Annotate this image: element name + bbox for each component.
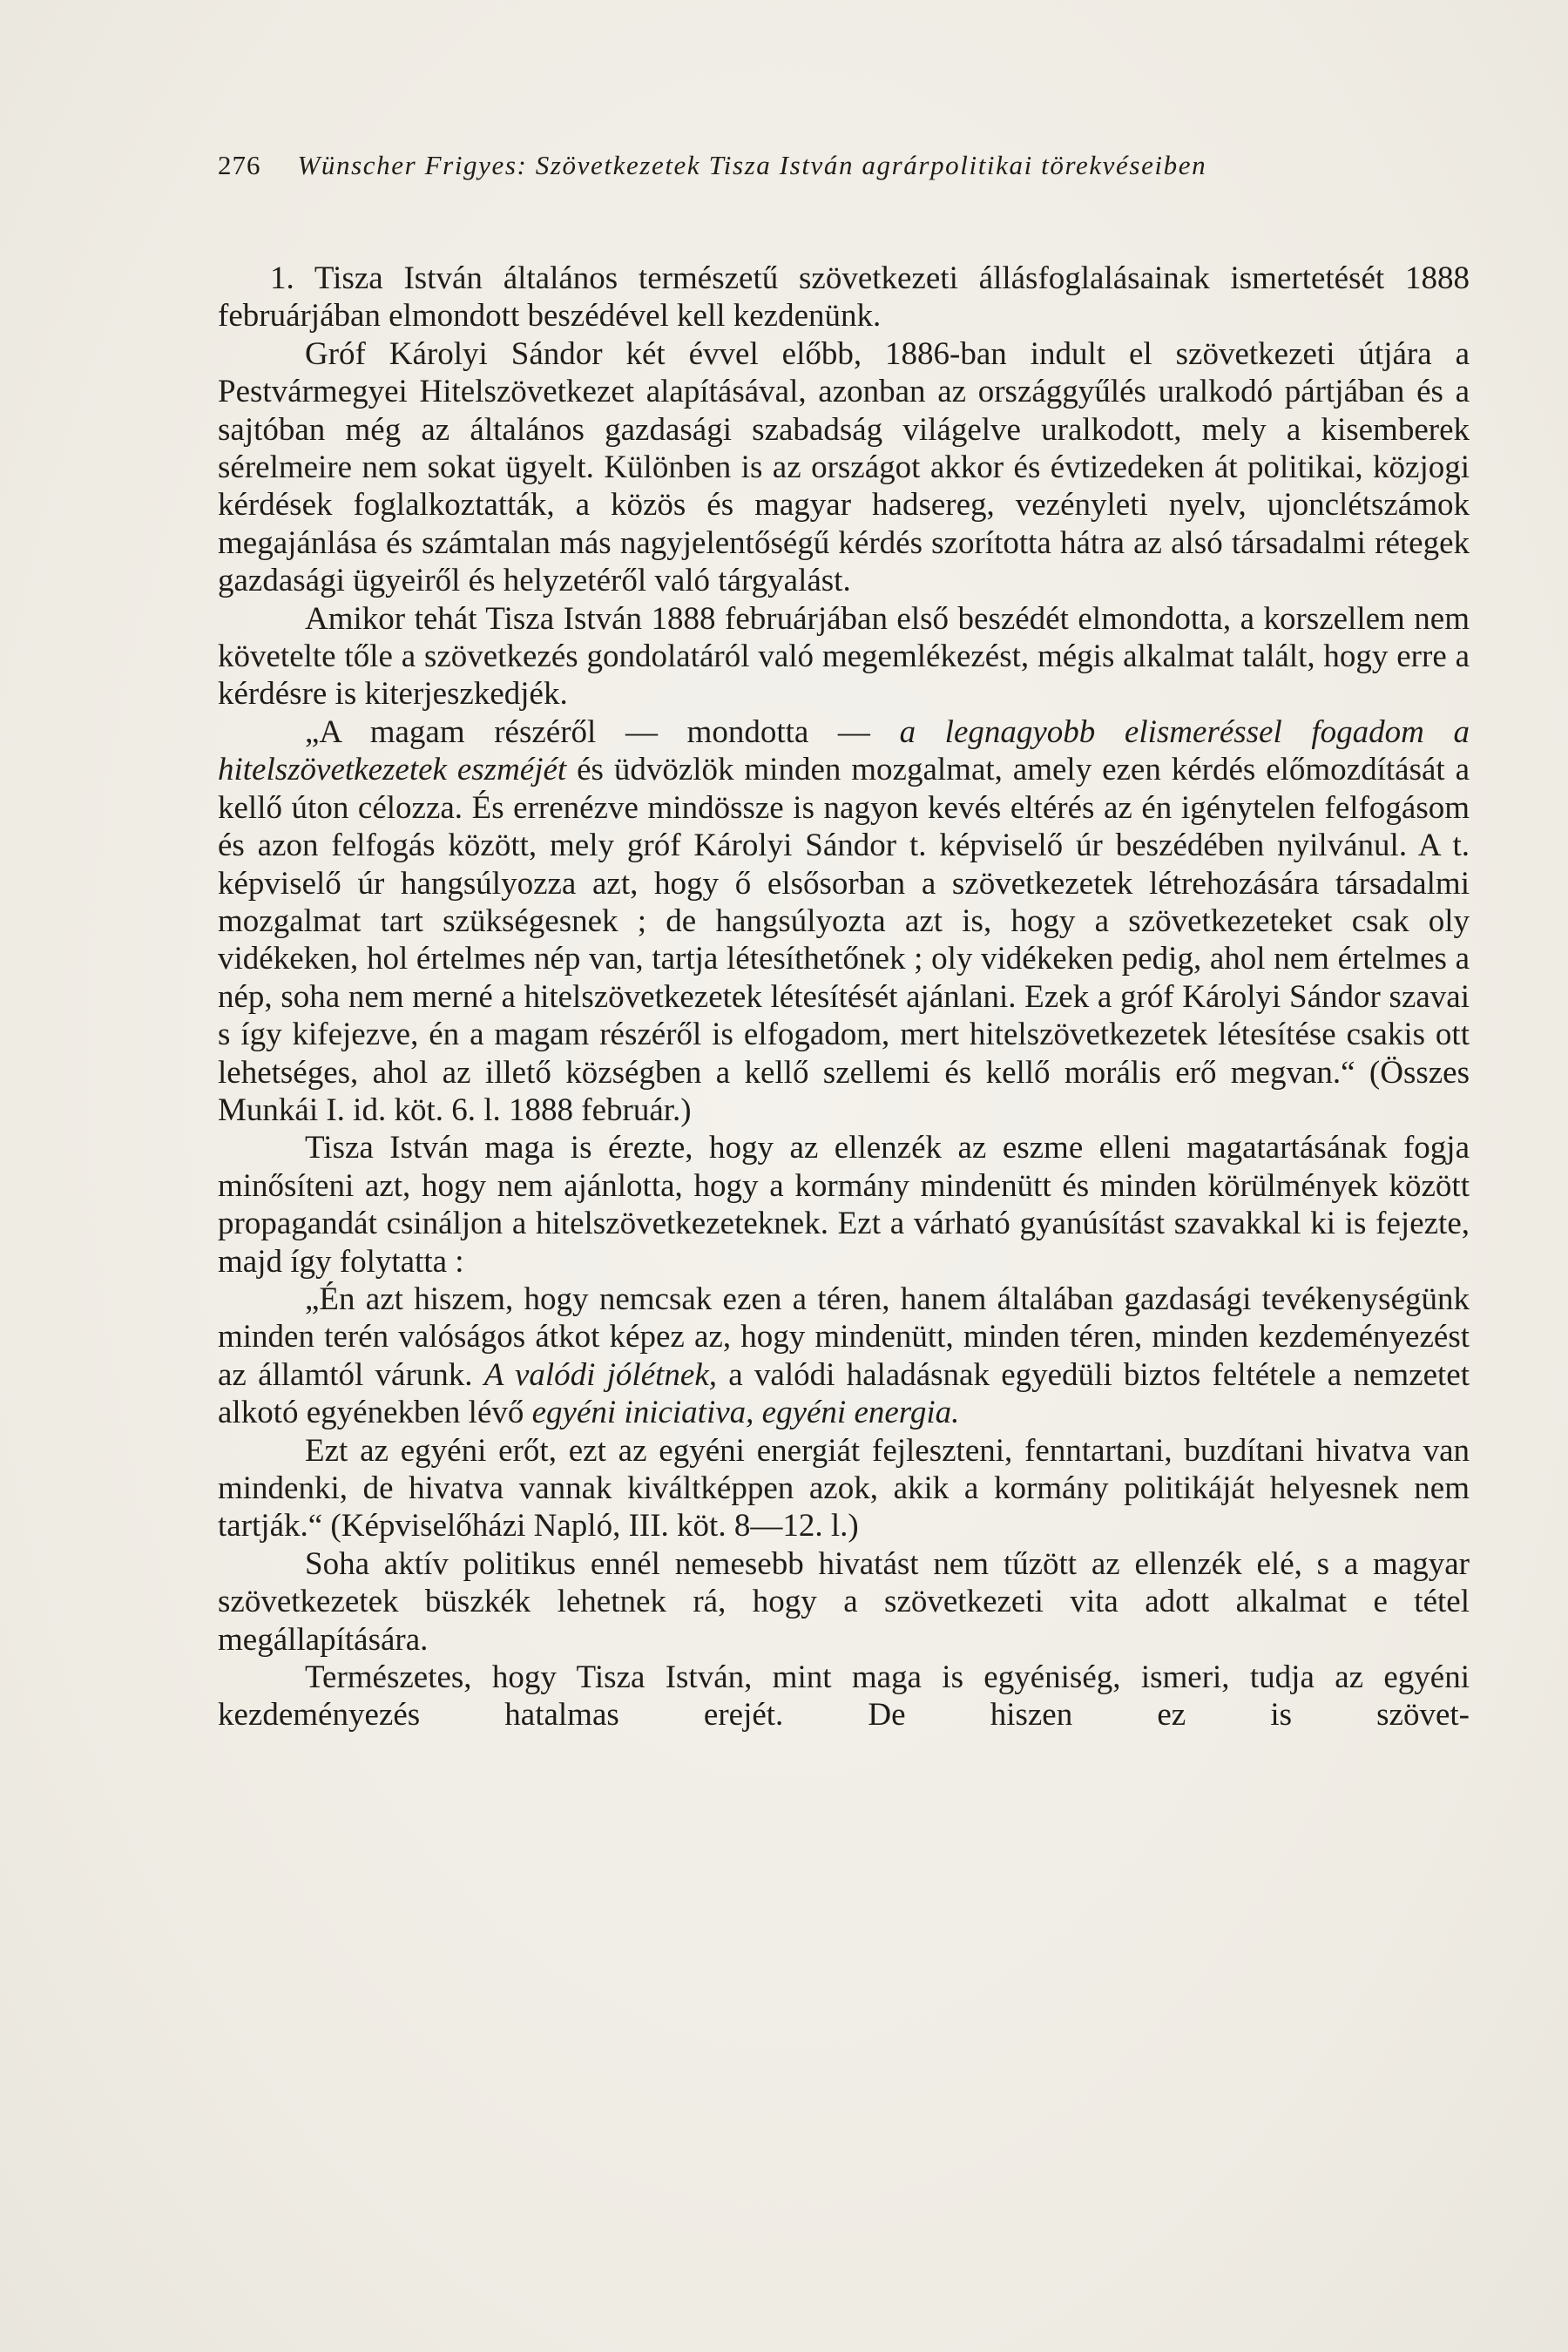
emphasis: a legnagyobb elismeréssel fogadom a hitelszövetkezetek eszméjét [218, 713, 1470, 788]
emphasis: A valódi jólétnek, [483, 1356, 718, 1393]
paragraph: Természetes, hogy Tisza István, mint maga is egyéniség, ismeri, tudja az egyéni kezdeményezés hatalmas erejét. De hiszen ez is szövet- [218, 1659, 1470, 1734]
paragraph: Tisza István maga is érezte, hogy az ellenzék az eszme elleni magatartásának fogja minősíteni azt, hogy nem ajánlotta, hogy a kormány mindenütt és minden körülmények között propagandát csináljon a hitelszövetkezeteknek. Ezt a várható gyanúsítást szavakkal ki is fejezte, majd így folytatta : [218, 1130, 1470, 1280]
quote-paragraph: „Én azt hiszem, hogy nemcsak ezen a téren, hanem általában gazdasági tevékenységünk minden terén valóságos átkot képez az, hogy mindenütt, minden téren, minden kezdeményezést az államtól várunk. A valódi jólétnek, a valódi haladásnak egyedüli biztos feltétele a nemzetet alkotó egyénekben lévő egyéni iniciativa, egyéni energia. [218, 1281, 1470, 1431]
paragraph: Soha aktív politikus ennél nemesebb hivatást nem tűzött az ellenzék elé, s a magyar szövetkezetek büszkék lehetnek rá, hogy a szövetkezeti vita adott alkalmat e tétel megállapítására. [218, 1545, 1470, 1658]
quote-paragraph: „A magam részéről — mondotta — a legnagyobb elismeréssel fogadom a hitelszövetkezetek eszméjét és üdvözlök minden mozgalmat, amely ezen kérdés előmozdítását a kellő úton célozza. És errenézve mindössze is nagyon kevés eltérés az én igénytelen felfogásom és azon felfogás között, mely gróf Károlyi Sándor t. képviselő úr beszédében nyilvánul. A t. képviselő úr hangsúlyozza azt, hogy ő elsősorban a szövetkezetek létrehozására társadalmi mozgalmat tart szükségesnek ; de hangsúlyozta azt is, hogy a szövetkezeteket csak oly vidékeken, hol értelmes nép van, tartja létesíthetőnek ; oly vidékeken pedig, ahol nem értelmes a nép, soha nem merné a hitelszövetkezetek létesítését ajánlani. Ezek a gróf Károlyi Sándor szavai s így kifejezve, én a magam részéről is elfogadom, mert hitelszövetkezetek létesítése csakis ott lehetséges, ahol az illető községben a kellő szellemi és kellő morális erő megvan.“ (Összes Munkái I. id. köt. 6. l. 1888 február.) [218, 713, 1470, 1128]
running-head: Wünscher Frigyes: Szövetkezetek Tisza István agrárpolitikai törekvéseiben [297, 150, 1207, 180]
paragraph: Ezt az egyéni erőt, ezt az egyéni energiát fejleszteni, fenntartani, buzdítani hivatva van mindenki, de hivatva vannak kiváltképpen azok, akik a kormány politikáját helyesnek nem tartják.“ (Képviselőházi Napló, III. köt. 8—12. l.) [218, 1432, 1470, 1544]
page-number: 276 [218, 150, 261, 180]
body-text [218, 260, 1470, 1734]
emphasis: egyéni iniciativa, egyéni energia. [531, 1395, 960, 1431]
paragraph: Amikor tehát Tisza István 1888 februárjában első beszédét elmondotta, a korszellem nem követelte tőle a szövetkezés gondolatáról való megemlékezést, mégis alkalmat talált, hogy erre a kérdésre is kiterjeszkedjék. [218, 600, 1470, 713]
paragraph: 1. Tisza István általános természetű szövetkezeti állásfoglalásainak ismertetését 1888 februárjában elmondott beszédével kell kezdenünk. [218, 260, 1470, 335]
paragraph: Gróf Károlyi Sándor két évvel előbb, 1886-ban indult el szövetkezeti útjára a Pestvármegyei Hitelszövetkezet alapításával, azonban az országgyűlés uralkodó pártjában és a sajtóban még az általános gazdasági szabadság világelve uralkodott, mely a kisemberek sérelmeire nem sokat ügyelt. Különben is az országot akkor és évtizedeken át politikai, közjogi kérdések foglalkoztatták, a közös és magyar hadsereg, vezényleti nyelv, ujonclétszámok megajánlása és számtalan más nagyjelentőségű kérdés szorította hátra az alsó társadalmi rétegek gazdasági ügyeiről és helyzetéről való tárgyalást. [218, 335, 1470, 599]
page-header [218, 148, 1472, 183]
